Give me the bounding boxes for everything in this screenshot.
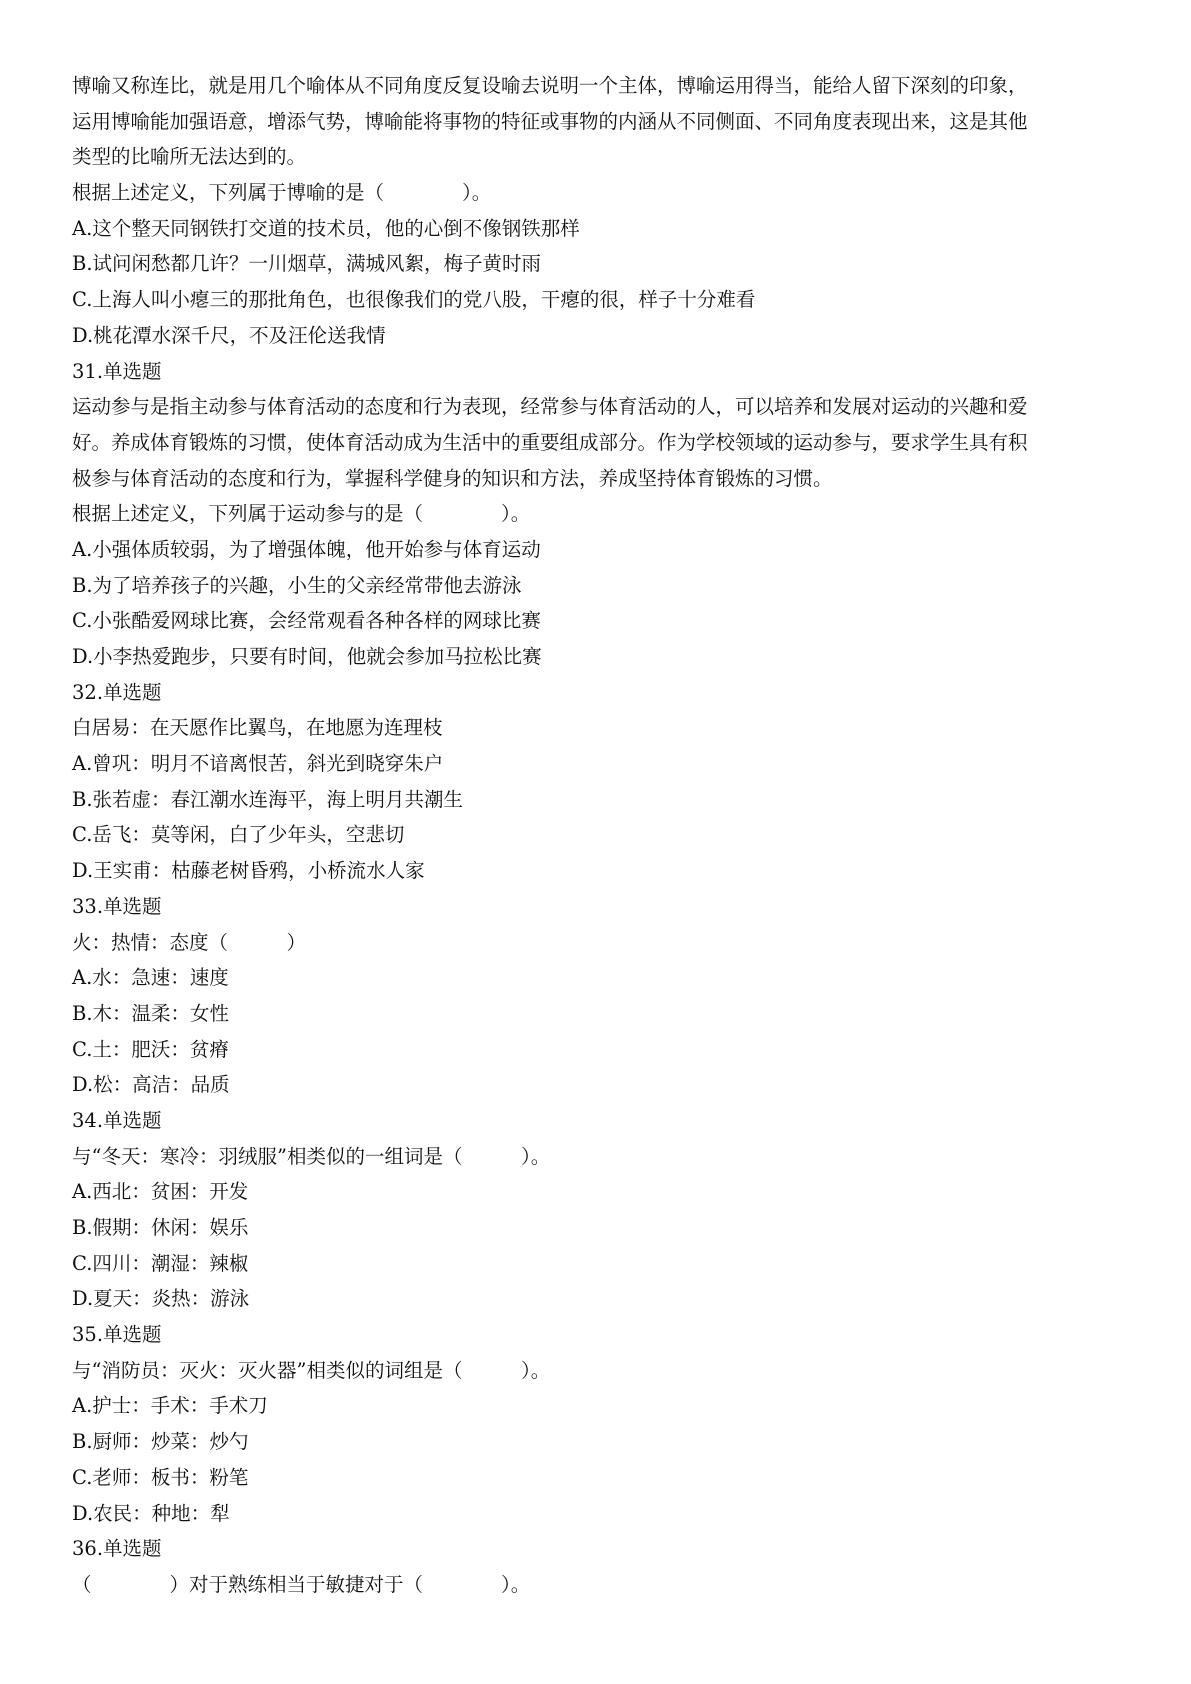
question-stem: 与“消防员：灭火：灭火器”相类似的词组是（ ）。 xyxy=(72,1358,551,1382)
document-page xyxy=(72,68,1120,1603)
option-a: A.曾巩：明月不谙离恨苦，斜光到晓穿朱户 xyxy=(72,752,444,776)
question-text-line: 类型的比喻所无法达到的。 xyxy=(72,145,307,169)
question-header: 33.单选题 xyxy=(72,894,162,918)
option-c: C.老师：板书：粉笔 xyxy=(72,1465,249,1489)
question-text-line: 博喻又称连比，就是用几个喻体从不同角度反复设喻去说明一个主体，博喻运用得当，能给人留下深刻的印象， xyxy=(72,74,1028,97)
option-b: B.假期：休闲：娱乐 xyxy=(72,1216,249,1239)
question-31-block xyxy=(72,354,1120,675)
option-d: D.松：高洁：品质 xyxy=(72,1073,230,1097)
question-34-block xyxy=(72,1103,1120,1317)
question-text-line: 极参与体育活动的态度和行为，掌握科学健身的知识和方法，养成坚持体育锻炼的习惯。 xyxy=(72,466,833,490)
question-stem: 与“冬天：寒冷：羽绒服”相类似的一组词是（ ）。 xyxy=(72,1144,551,1168)
question-prompt: 根据上述定义，下列属于运动参与的是（ ）。 xyxy=(72,502,531,526)
question-32-block xyxy=(72,675,1120,889)
question-36-block xyxy=(72,1531,1120,1602)
option-b: B.木：温柔：女性 xyxy=(72,1001,230,1025)
option-a: A.西北：贫困：开发 xyxy=(72,1180,249,1204)
question-header: 36.单选题 xyxy=(72,1537,162,1561)
question-35-block xyxy=(72,1317,1120,1531)
option-c: C.上海人叫小瘪三的那批角色，也很像我们的党八股，干瘪的很，样子十分难看 xyxy=(72,288,756,312)
option-a: A.小强体质较弱，为了增强体魄，他开始参与体育运动 xyxy=(72,537,541,561)
option-a: A.护士：手术：手术刀 xyxy=(72,1394,268,1418)
question-stem: 火：热情：态度（ ） xyxy=(72,930,307,954)
question-text-line: 运用博喻能加强语意，增添气势，博喻能将事物的特征或事物的内涵从不同侧面、不同角度表现出来，这是其他 xyxy=(72,109,1028,133)
option-d: D.小李热爱跑步，只要有时间，他就会参加马拉松比赛 xyxy=(72,645,542,668)
question-prompt: 根据上述定义，下列属于博喻的是（ ）。 xyxy=(72,181,492,205)
option-d: D.夏天：炎热：游泳 xyxy=(72,1287,250,1311)
option-a: A.水：急速：速度 xyxy=(72,966,229,990)
option-d: D.桃花潭水深千尺，不及汪伦送我情 xyxy=(72,323,386,347)
question-stem: 白居易：在天愿作比翼鸟，在地愿为连理枝 xyxy=(72,716,443,740)
option-d: D.王实甫：枯藤老树昏鸦，小桥流水人家 xyxy=(72,859,425,883)
question-header: 35.单选题 xyxy=(72,1323,162,1347)
question-stem: （ ）对于熟练相当于敏捷对于（ ）。 xyxy=(72,1572,531,1596)
option-c: C.四川：潮湿：辣椒 xyxy=(72,1251,249,1275)
option-b: B.张若虚：春江潮水连海平，海上明月共潮生 xyxy=(72,787,464,811)
option-c: C.土：肥沃：贫瘠 xyxy=(72,1037,229,1061)
option-c: C.岳飞：莫等闲，白了少年头，空悲切 xyxy=(72,823,405,847)
question-header: 31.单选题 xyxy=(72,359,162,383)
question-text-line: 好。养成体育锻炼的习惯，使体育活动成为生活中的重要组成部分。作为学校领域的运动参与，要求学生具有积 xyxy=(72,430,1028,454)
question-header: 34.单选题 xyxy=(72,1108,162,1132)
question-33-block xyxy=(72,889,1120,1103)
question-header: 32.单选题 xyxy=(72,680,162,704)
option-d: D.农民：种地：犁 xyxy=(72,1501,230,1525)
option-a: A.这个整天同钢铁打交道的技术员，他的心倒不像钢铁那样 xyxy=(72,216,580,240)
question-30-block xyxy=(72,68,1120,354)
question-text-line: 运动参与是指主动参与体育活动的态度和行为表现，经常参与体育活动的人，可以培养和发展对运动的兴趣和爱 xyxy=(72,395,1028,419)
option-b: B.为了培养孩子的兴趣，小生的父亲经常带他去游泳 xyxy=(72,573,522,597)
option-c: C.小张酷爱网球比赛，会经常观看各种各样的网球比赛 xyxy=(72,609,541,633)
option-b: B.厨师：炒菜：炒勺 xyxy=(72,1430,249,1454)
option-b: B.试问闲愁都几许？一川烟草，满城风絮，梅子黄时雨 xyxy=(72,252,542,276)
